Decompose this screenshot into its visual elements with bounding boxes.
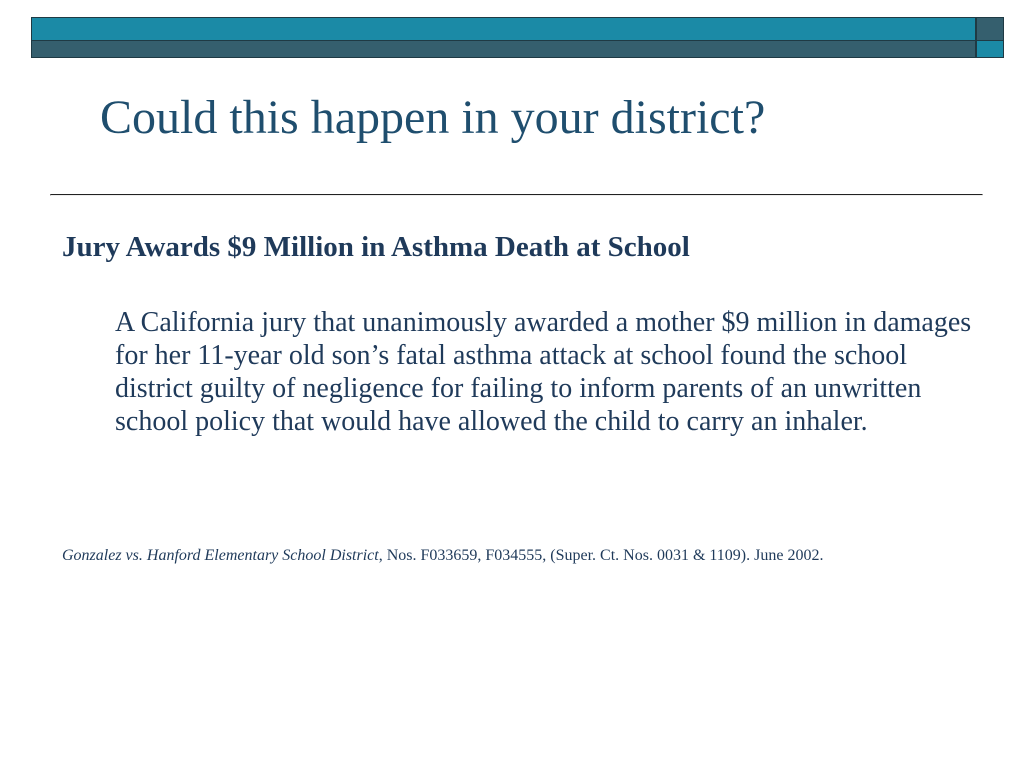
article-body: A California jury that unanimously awarded a mother $9 million in damages for her 11-year old son’s fatal asthma attack at school found the school district guilty of negligence for failing to inform parents of an unwritten school policy that would have allowed the child to carry an inhaler. — [115, 307, 972, 437]
article-headline: Jury Awards $9 Million in Asthma Death at School — [62, 231, 690, 263]
header-bar-dark — [31, 41, 976, 58]
citation-details: , Nos. F033659, F034555, (Super. Ct. Nos. 0031 & 1109). June 2002. — [378, 547, 824, 564]
slide-title: Could this happen in your district? — [100, 91, 766, 144]
citation-case-name: Gonzalez vs. Hanford Elementary School District — [62, 547, 379, 564]
header-square-upper — [976, 17, 1004, 41]
citation — [62, 546, 1015, 565]
title-divider — [50, 194, 983, 196]
header-bar-teal — [31, 17, 976, 41]
header-square-lower — [976, 41, 1004, 58]
